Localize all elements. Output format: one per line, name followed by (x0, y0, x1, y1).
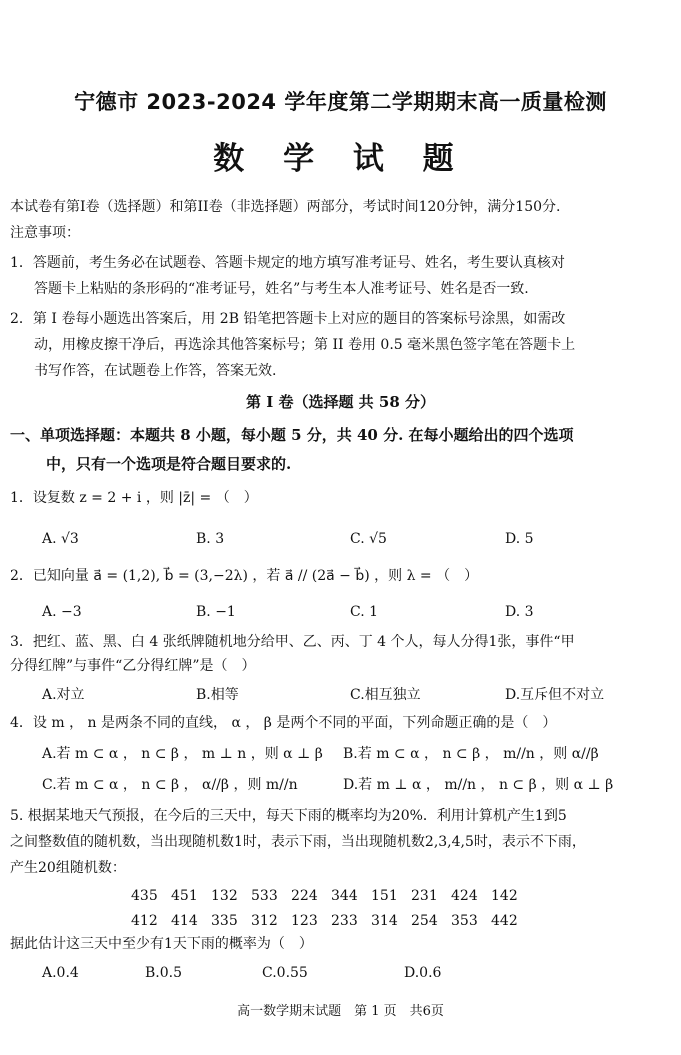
page-footer: 高一数学期末试题 第 1 页 共6页 (237, 1004, 444, 1019)
q2-option-c: C. 1 (350, 604, 379, 620)
random-number: 151 (371, 888, 398, 904)
random-number: 233 (331, 913, 358, 929)
exam-header-title: 宁德市 2023-2024 学年度第二学期期末高一质量检测 (74, 90, 607, 114)
exam-intro: 本试卷有第I卷（选择题）和第II卷（非选择题）两部分，考试时间120分钟，满分150分. (10, 199, 561, 215)
random-number: 254 (411, 913, 438, 929)
q1-option-b: B. 3 (196, 531, 225, 547)
q3-option-a: A.对立 (42, 687, 85, 703)
random-number: 314 (371, 913, 398, 929)
random-number: 132 (211, 888, 238, 904)
q1-option-a: A. √3 (42, 531, 79, 547)
question-2-stem: 2．已知向量 a⃗ = (1,2), b⃗ = (3,−2λ) ，若 a⃗ // (2a⃗ − b⃗) ，则 λ = （ ） (10, 568, 479, 584)
q5-option-c: C.0.55 (262, 965, 308, 981)
question-3-stem-line-2: 分得红牌”与事件“乙分得红牌”是（ ） (10, 658, 256, 674)
section1-heading-line-1: 一、单项选择题：本题共 8 小题，每小题 5 分，共 40 分. 在每小题给出的四个选项 (10, 426, 574, 444)
random-number: 353 (451, 913, 478, 929)
random-number: 344 (331, 888, 358, 904)
notice-2-line-3: 书写作答，在试题卷上作答，答案无效. (34, 363, 277, 379)
q5-option-a: A.0.4 (42, 965, 79, 981)
random-number: 442 (491, 913, 518, 929)
exam-subject-title: 数 学 试 题 (213, 141, 468, 177)
section1-heading-line-2: 中，只有一个选项是符合题目要求的. (46, 455, 292, 473)
notice-2-line-1: 2．第 I 卷每小题选出答案后，用 2B 铅笔把答题卡上对应的题目的答案标号涂黑，如需改 (10, 311, 566, 327)
random-number: 412 (131, 913, 158, 929)
q4-option-c: C.若 m ⊂ α ， n ⊂ β ， α//β ，则 m//n (42, 777, 298, 793)
q3-option-b: B.相等 (196, 687, 239, 703)
notice-1-line-2: 答题卡上粘贴的条形码的“准考证号，姓名”与考生本人准考证号、姓名是否一致. (34, 281, 529, 297)
random-number: 335 (211, 913, 238, 929)
q2-option-b: B. −1 (196, 604, 236, 620)
random-number: 451 (171, 888, 198, 904)
q1-option-c: C. √5 (350, 531, 387, 547)
random-number: 224 (291, 888, 318, 904)
question-5-stem-line-3: 产生20组随机数： (10, 860, 126, 876)
question-3-stem-line-1: 3．把红、蓝、黑、白 4 张纸牌随机地分给甲、乙、丙、丁 4 个人，每人分得1张，事件“甲 (10, 634, 575, 650)
question-4-stem: 4．设 m ， n 是两条不同的直线， α ， β 是两个不同的平面，下列命题正确的是（ ） (10, 715, 557, 731)
q3-option-c: C.相互独立 (350, 687, 421, 703)
random-number: 533 (251, 888, 278, 904)
q2-option-a: A. −3 (42, 604, 82, 620)
q4-option-d: D.若 m ⊥ α ， m//n ， n ⊂ β ，则 α ⊥ β (343, 777, 614, 793)
random-number-row-1 (131, 886, 531, 906)
part1-title: 第 I 卷（选择题 共 58 分） (245, 393, 435, 411)
notice-label: 注意事项： (10, 225, 80, 241)
random-number: 312 (251, 913, 278, 929)
question-5-question: 据此估计这三天中至少有1天下雨的概率为（ ） (10, 936, 313, 952)
random-number: 142 (491, 888, 518, 904)
q5-option-b: B.0.5 (145, 965, 183, 981)
q3-option-d: D.互斥但不对立 (505, 687, 605, 703)
random-number: 414 (171, 913, 198, 929)
q2-option-d: D. 3 (505, 604, 534, 620)
q4-option-a: A.若 m ⊂ α ， n ⊂ β ， m ⊥ n ，则 α ⊥ β (42, 746, 323, 762)
question-1-stem: 1．设复数 z = 2 + i ，则 |z̄| = （ ） (10, 490, 258, 506)
notice-2-line-2: 动，用橡皮擦干净后，再选涂其他答案标号；第 II 卷用 0.5 毫米黑色签字笔在答题卡上 (34, 337, 576, 353)
q4-option-b: B.若 m ⊂ α ， n ⊂ β ， m//n ，则 α//β (343, 746, 599, 762)
q1-option-d: D. 5 (505, 531, 534, 547)
notice-1-line-1: 1．答题前，考生务必在试题卷、答题卡规定的地方填写准考证号、姓名，考生要认真核对 (10, 255, 565, 271)
q5-option-d: D.0.6 (404, 965, 442, 981)
random-number-row-2 (131, 911, 531, 931)
random-number: 424 (451, 888, 478, 904)
random-number: 435 (131, 888, 158, 904)
random-number: 123 (291, 913, 318, 929)
question-5-stem-line-2: 之间整数值的随机数，当出现随机数1时，表示下雨，当出现随机数2,3,4,5时，表示不下雨， (10, 834, 586, 850)
question-5-stem-line-1: 5. 根据某地天气预报，在今后的三天中，每天下雨的概率均为20%．利用计算机产生1到5 (10, 808, 567, 824)
random-number: 231 (411, 888, 438, 904)
